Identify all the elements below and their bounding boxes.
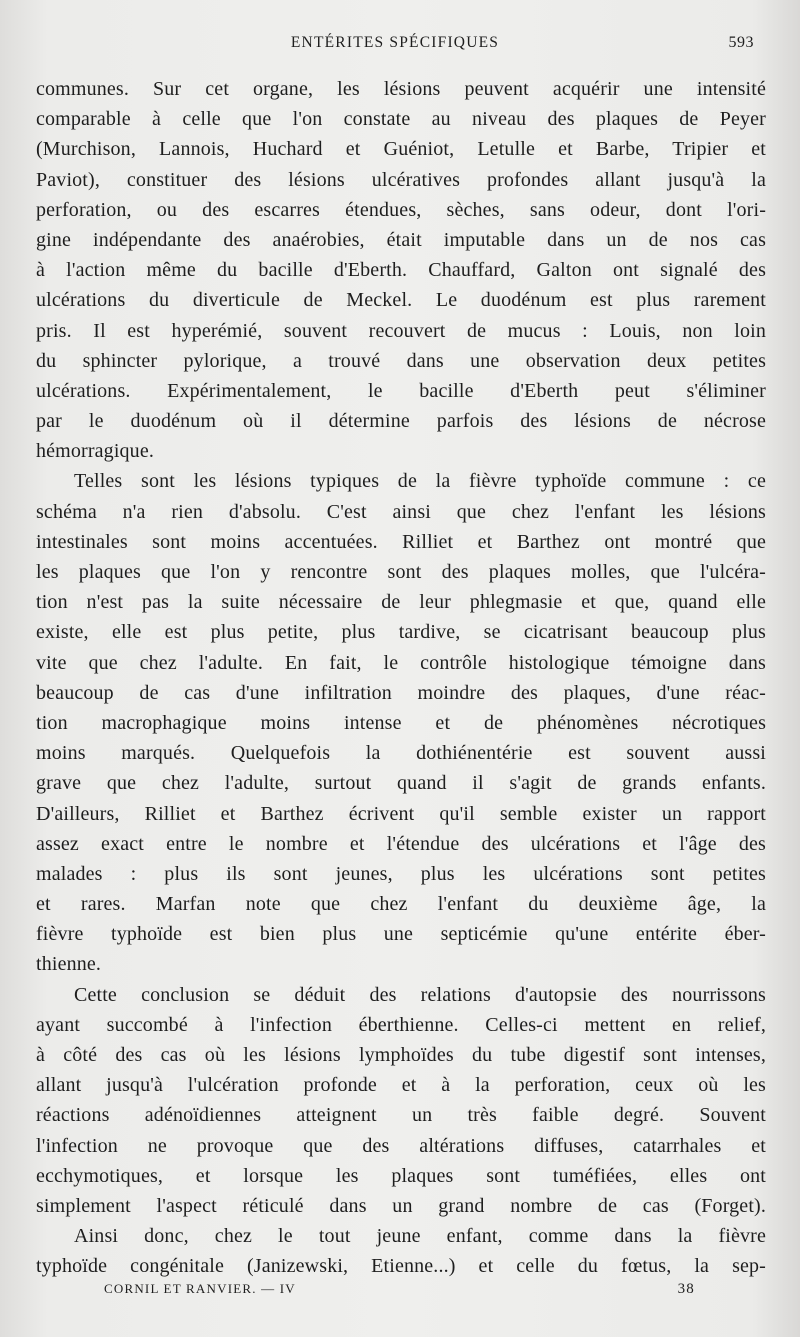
page-footer — [100, 1281, 700, 1303]
text-line: fièvre typhoïde est bien plus une septicémie qu'une entérite éber- — [36, 923, 766, 946]
text-line: tion macrophagique moins intense et de phénomènes nécrotiques — [36, 711, 766, 734]
text-line: assez exact entre le nombre et l'étendue des ulcérations et l'âge des — [36, 832, 766, 855]
text-line: du sphincter pylorique, a trouvé dans une observation deux petites — [36, 349, 766, 372]
text-line: à côté des cas où les lésions lymphoïdes du tube digestif sont intenses, — [36, 1044, 766, 1066]
text-line: réactions adénoïdiennes atteignent un très faible degré. Souvent — [36, 1104, 766, 1127]
text-line: ecchymotiques, et lorsque les plaques sont tuméfiées, elles ont — [36, 1164, 766, 1187]
text-line: schéma n'a rien d'absolu. C'est ainsi que chez l'enfant les lésions — [36, 500, 766, 523]
text-line: moins marqués. Quelquefois la dothiénentérie est souvent aussi — [36, 742, 766, 765]
body-text — [36, 74, 766, 1282]
text-line: hémorragique. — [36, 440, 155, 463]
printer-signature: CORNIL ET RANVIER. — IV — [104, 1281, 296, 1296]
text-line: Telles sont les lésions typiques de la fièvre typhoïde commune : ce — [74, 470, 766, 493]
text-line: et rares. Marfan note que chez l'enfant du deuxième âge, la — [36, 893, 766, 916]
text-line: typhoïde congénitale (Janizewski, Etienne...) et celle du fœtus, la sep- — [36, 1255, 766, 1278]
running-title: ENTÉRITES SPÉCIFIQUES — [290, 34, 500, 51]
text-line: pris. Il est hyperémié, souvent recouvert de mucus : Louis, non loin — [36, 319, 766, 342]
text-line: D'ailleurs, Rilliet et Barthez écrivent qu'il semble exister un rapport — [36, 802, 766, 825]
page-number: 593 — [728, 34, 754, 51]
text-line: grave que chez l'adulte, surtout quand il s'agit de grands enfants. — [36, 772, 766, 795]
text-line: Paviot), constituer des lésions ulcératives profondes allant jusqu'à la — [36, 168, 766, 191]
text-line: comparable à celle que l'on constate au niveau des plaques de Peyer — [36, 108, 766, 131]
text-line: thienne. — [36, 953, 102, 976]
text-line: les plaques que l'on y rencontre sont des plaques molles, que l'ulcéra- — [36, 561, 766, 583]
text-line: simplement l'aspect réticulé dans un grand nombre de cas (Forget). — [36, 1194, 766, 1217]
text-line: (Murchison, Lannois, Huchard et Guéniot, Letulle et Barbe, Tripier et — [36, 138, 766, 161]
text-line: intestinales sont moins accentuées. Rilliet et Barthez ont montré que — [36, 530, 766, 553]
text-line: tion n'est pas la suite nécessaire de leur phlegmasie et que, quand elle — [36, 591, 766, 614]
text-line: ulcérations. Expérimentalement, le bacille d'Eberth peut s'éliminer — [36, 379, 766, 402]
sheet-number: 38 — [677, 1281, 695, 1297]
text-line: gine indépendante des anaérobies, était imputable dans un de nos cas — [36, 228, 766, 251]
text-line: allant jusqu'à l'ulcération profonde et à la perforation, ceux où les — [36, 1074, 766, 1097]
text-line: ulcérations du diverticule de Meckel. Le duodénum est plus rarement — [36, 289, 766, 312]
text-line: l'infection ne provoque que des altérations diffuses, catarrhales et — [36, 1134, 766, 1157]
text-line: beaucoup de cas d'une infiltration moindre des plaques, d'une réac- — [36, 681, 766, 704]
text-line: vite que chez l'adulte. En fait, le contrôle histologique témoigne dans — [36, 651, 766, 674]
text-line: à l'action même du bacille d'Eberth. Chauffard, Galton ont signalé des — [36, 259, 766, 282]
text-line: ayant succombé à l'infection éberthienne. Celles-ci mettent en relief, — [36, 1013, 766, 1036]
text-line: existe, elle est plus petite, plus tardive, se cicatrisant beaucoup plus — [36, 621, 766, 644]
text-line: malades : plus ils sont jeunes, plus les ulcérations sont petites — [36, 862, 766, 885]
text-line: perforation, ou des escarres étendues, sèches, sans odeur, dont l'ori- — [36, 198, 766, 221]
text-line: Ainsi donc, chez le tout jeune enfant, comme dans la fièvre — [74, 1225, 766, 1248]
text-line: par le duodénum où il détermine parfois des lésions de nécrose — [36, 410, 766, 433]
page-header — [36, 34, 754, 58]
text-line: Cette conclusion se déduit des relations d'autopsie des nourrissons — [74, 983, 766, 1006]
text-line: communes. Sur cet organe, les lésions peuvent acquérir une intensité — [36, 78, 766, 100]
